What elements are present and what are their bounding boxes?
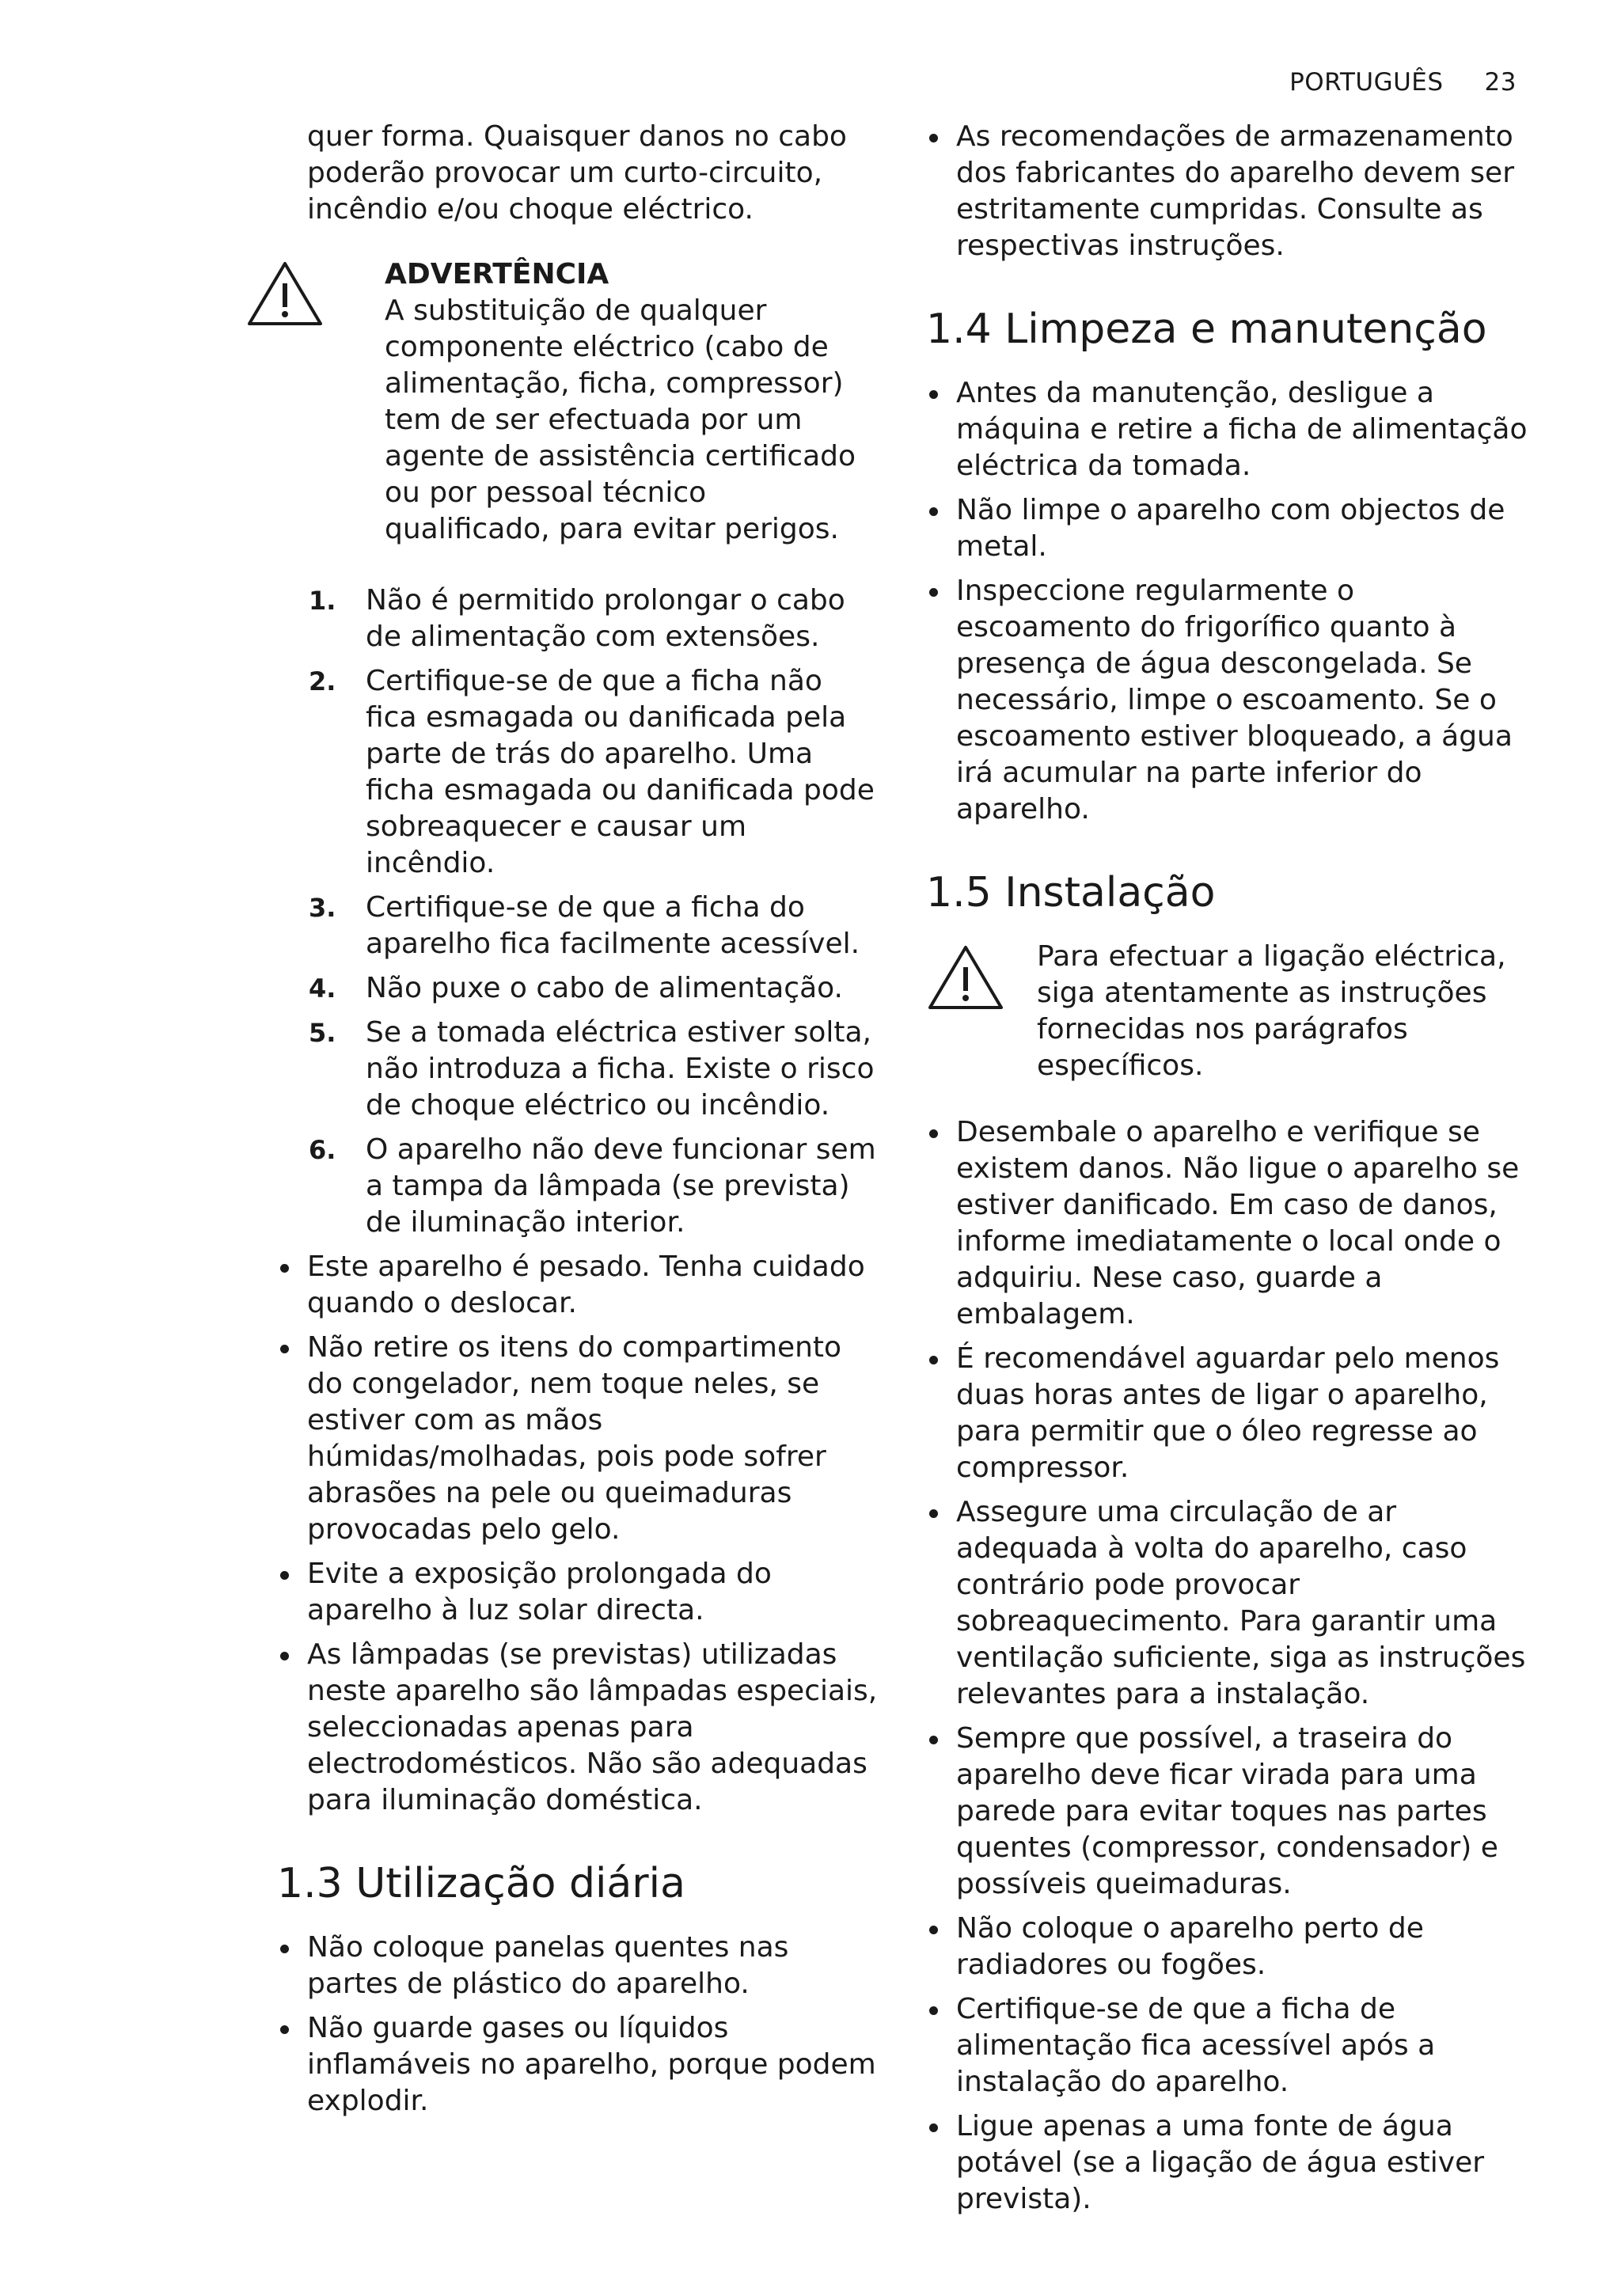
bullet-item: Não coloque panelas quentes nas partes de plástico do aparelho.: [277, 1930, 879, 2002]
item-number: 4.: [309, 973, 336, 1004]
bullet-list-1-4: [926, 375, 1528, 828]
item-text: Não é permitido prolongar o cabo de alimentação com extensões.: [366, 584, 845, 653]
bullet-item: Não limpe o aparelho com objectos de metal.: [926, 492, 1528, 565]
numbered-list: [277, 583, 879, 1241]
warning-triangle-icon: [926, 943, 1005, 1011]
item-number: 3.: [309, 893, 336, 923]
item-text: Não puxe o cabo de alimentação.: [366, 972, 843, 1004]
numbered-item: [277, 1132, 879, 1241]
bullet-item: Não coloque o aparelho perto de radiadores ou fogões.: [926, 1911, 1528, 1983]
bullet-item: Não retire os itens do compartimento do congelador, nem toque neles, se estiver com as mãos húmidas/molhadas, pois pode sofrer abrasões na pele ou queimaduras provocadas pelo gelo.: [277, 1330, 879, 1548]
item-number: 2.: [309, 666, 336, 696]
bullet-item: As recomendações de armazenamento dos fabricantes do aparelho devem ser estritamente cumpridas. Consulte as respectivas instruções.: [926, 119, 1528, 264]
bullet-list-top: [926, 119, 1528, 264]
section-heading-1-5: 1.5 Instalação: [926, 869, 1216, 917]
item-text: Certifique-se de que a ficha do aparelho fica facilmente acessível.: [366, 891, 860, 960]
numbered-item: [277, 663, 879, 882]
bullet-item: Sempre que possível, a traseira do aparelho deve ficar virada para uma parede para evitar toques nas partes quentes (compressor, condensador) e possíveis queimaduras.: [926, 1721, 1528, 1903]
bullet-item: Assegure uma circulação de ar adequada à volta do aparelho, caso contrário pode provocar sobreaquecimento. Para garantir uma ventilação suficiente, siga as instruções relevantes para a instalação.: [926, 1494, 1528, 1713]
section-heading-1-4: 1.4 Limpeza e manutenção: [926, 306, 1487, 353]
bullet-list-1-3: [277, 1930, 879, 2120]
warning-title: ADVERTÊNCIA: [385, 258, 609, 290]
bullet-item: Inspeccione regularmente o escoamento do frigorífico quanto à presença de água descongelada. Se necessário, limpe o escoamento. Se o escoamento estiver bloqueado, a água irá acumular na parte inferior do aparelho.: [926, 573, 1528, 828]
intro-paragraph: quer forma. Quaisquer danos no cabo poderão provocar um curto-circuito, incêndio e/ou choque eléctrico.: [307, 120, 847, 226]
numbered-item: [277, 1015, 879, 1124]
bullet-item: As lâmpadas (se previstas) utilizadas neste aparelho são lâmpadas especiais, seleccionadas apenas para electrodomésticos. Não são adequadas para iluminação doméstica.: [277, 1637, 879, 1819]
item-number: 1.: [309, 586, 336, 616]
item-text: O aparelho não deve funcionar sem a tampa da lâmpada (se prevista) de iluminação interior.: [366, 1133, 876, 1239]
item-text: Se a tomada eléctrica estiver solta, não introduza a ficha. Existe o risco de choque eléctrico ou incêndio.: [366, 1016, 875, 1121]
bullet-item: Antes da manutenção, desligue a máquina e retire a ficha de alimentação eléctrica da tomada.: [926, 375, 1528, 484]
bullet-item: Não guarde gases ou líquidos inflamáveis no aparelho, porque podem explodir.: [277, 2010, 879, 2120]
bullet-item: Ligue apenas a uma fonte de água potável (se a ligação de água estiver prevista).: [926, 2108, 1528, 2218]
bullet-item: Certifique-se de que a ficha de alimentação fica acessível após a instalação do aparelho.: [926, 1991, 1528, 2101]
numbered-item: [277, 890, 879, 962]
warning-text: A substituição de qualquer componente eléctrico (cabo de alimentação, ficha, compressor) tem de ser efectuada por um agente de assistência certificado ou por pessoal técnico qualificado, para evitar perigos.: [385, 294, 856, 545]
section-heading-1-3: 1.3 Utilização diária: [277, 1860, 685, 1907]
bullet-item: É recomendável aguardar pelo menos duas horas antes de ligar o aparelho, para permitir que o óleo regresse ao compressor.: [926, 1341, 1528, 1486]
bullet-item: Este aparelho é pesado. Tenha cuidado quando o deslocar.: [277, 1249, 879, 1322]
bullet-item: Evite a exposição prolongada do aparelho à luz solar directa.: [277, 1556, 879, 1629]
page-header: [1289, 66, 1517, 98]
page-number: 23: [1484, 68, 1517, 97]
installation-warning-text: Para efectuar a ligação eléctrica, siga atentamente as instruções fornecidas nos parágrafos específicos.: [1037, 940, 1506, 1082]
item-number: 6.: [309, 1135, 336, 1165]
left-column: [277, 119, 879, 2127]
numbered-item: [277, 583, 879, 655]
bullet-list: [277, 1249, 879, 1819]
numbered-item: [277, 970, 879, 1007]
warning-triangle-icon: [245, 260, 325, 328]
item-text: Certifique-se de que a ficha não fica esmagada ou danificada pela parte de trás do aparelho. Uma ficha esmagada ou danificada pode sobreaquecer e causar um incêndio.: [366, 665, 875, 879]
language-label: PORTUGUÊS: [1289, 68, 1444, 97]
bullet-item: Desembale o aparelho e verifique se existem danos. Não ligue o aparelho se estiver danificado. Em caso de danos, informe imediatamente o local onde o adquiriu. Nese caso, guarde a embalagem.: [926, 1114, 1528, 1333]
bullet-list-1-5: [926, 1114, 1528, 2218]
warning-block: [277, 256, 879, 548]
installation-warning: [926, 939, 1528, 1084]
item-number: 5.: [309, 1018, 336, 1048]
right-column: [926, 119, 1528, 2226]
